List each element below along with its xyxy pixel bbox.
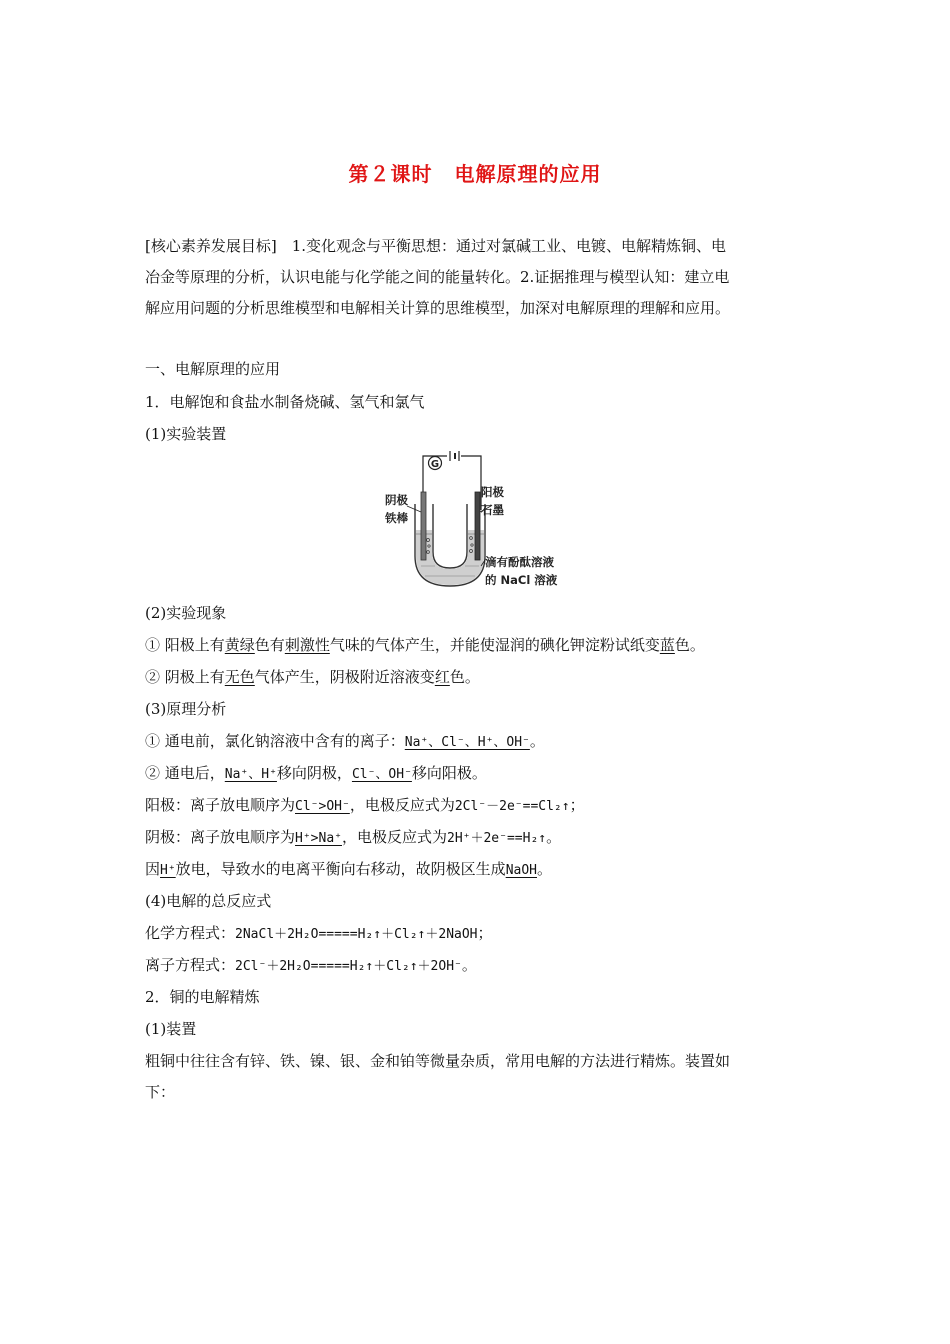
phenomenon-cathode: ② 阴极上有无色气体产生，阴极附近溶液变红色。 — [145, 668, 480, 686]
anode-label: 阳极 — [481, 485, 504, 499]
lesson-name: 电解原理的应用 — [454, 162, 602, 186]
answer-anode-order: Cl⁻>OH⁻ — [295, 799, 350, 814]
subheading-apparatus: (1)实验装置 — [145, 425, 227, 443]
solution-label-1: 滴有酚酞溶液 — [485, 555, 554, 569]
page-title — [0, 158, 950, 187]
item-heading-2: 2．铜的电解精炼 — [145, 988, 260, 1006]
cathode-label: 阴极 — [385, 493, 408, 507]
solution-label-2: 的 NaCl 溶液 — [485, 573, 558, 587]
analysis-conclusion: 因H⁺放电，导致水的电离平衡向右移动，故阴极区生成NaOH。 — [145, 860, 553, 878]
electrolysis-apparatus-diagram — [385, 448, 558, 596]
analysis-before: ① 通电前，氯化钠溶液中含有的离子：Na⁺、Cl⁻、H⁺、OH⁻。 — [145, 732, 545, 750]
answer-naoh: NaOH — [505, 863, 537, 878]
answer-cations: Na⁺、H⁺ — [224, 767, 277, 782]
answer-cathode-order: H⁺>Na⁺ — [295, 831, 342, 846]
anode-equation: 2Cl⁻－2e⁻==Cl₂↑ — [454, 799, 570, 814]
cathode-equation: 2H⁺＋2e⁻==H₂↑ — [447, 831, 547, 846]
subheading-total-reaction: (4)电解的总反应式 — [145, 892, 272, 910]
answer-pungent: 刺激性 — [284, 636, 330, 654]
ionic-equation-formula: 2Cl⁻＋2H₂O=====H₂↑＋Cl₂↑＋2OH⁻ — [235, 959, 462, 974]
paragraph-line-1: 粗铜中往往含有锌、铁、镍、银、金和铂等微量杂质，常用电解的方法进行精炼。装置如 — [145, 1052, 731, 1070]
answer-anions: Cl⁻、OH⁻ — [351, 767, 412, 782]
subheading-analysis: (3)原理分析 — [145, 700, 227, 718]
phenomenon-anode: ① 阳极上有黄绿色有刺激性气味的气体产生，并能使湿润的碘化钾淀粉试纸变蓝色。 — [145, 636, 705, 654]
ionic-equation: 离子方程式：2Cl⁻＋2H₂O=====H₂↑＋Cl₂↑＋2OH⁻。 — [145, 956, 477, 974]
paragraph-line-2: 下： — [145, 1083, 176, 1101]
chemical-equation: 化学方程式：2NaCl＋2H₂O=====H₂↑＋Cl₂↑＋2NaOH； — [145, 924, 493, 942]
anode-graphite-rod — [475, 492, 480, 560]
analysis-after: ② 通电后，Na⁺、H⁺移向阴极，Cl⁻、OH⁻移向阳极。 — [145, 764, 487, 782]
answer-ions: Na⁺、Cl⁻、H⁺、OH⁻ — [404, 735, 530, 750]
subheading-device: (1)装置 — [145, 1020, 197, 1038]
answer-colorless: 无色 — [224, 668, 255, 686]
cathode-analysis: 阴极：离子放电顺序为H⁺>Na⁺，电极反应式为2H⁺＋2e⁻==H₂↑。 — [145, 828, 562, 846]
lesson-number: 第２课时 — [348, 162, 433, 186]
answer-red: 红 — [434, 668, 450, 686]
gauge-label: G — [430, 459, 440, 470]
answer-blue: 蓝 — [659, 636, 675, 654]
goals-line-3: 解应用问题的分析思维模型和电解相关计算的思维模型，加深对电解原理的理解和应用。 — [145, 299, 731, 317]
cathode-material-label: 铁棒 — [385, 511, 408, 525]
item-heading-1: 1．电解饱和食盐水制备烧碱、氢气和氯气 — [145, 393, 425, 411]
anode-material-label: 石墨 — [481, 503, 504, 517]
answer-h-plus: H⁺ — [160, 863, 176, 878]
answer-yellow-green: 黄绿 — [224, 636, 255, 654]
subheading-phenomena: (2)实验现象 — [145, 604, 227, 622]
section-heading: 一、电解原理的应用 — [145, 360, 281, 378]
chemical-equation-formula: 2NaCl＋2H₂O=====H₂↑＋Cl₂↑＋2NaOH — [235, 927, 478, 942]
anode-analysis: 阳极：离子放电顺序为Cl⁻>OH⁻，电极反应式为2Cl⁻－2e⁻==Cl₂↑； — [145, 796, 585, 814]
goals-line-2: 冶金等原理的分析，认识电能与化学能之间的能量转化。2.证据推理与模型认知：建立电 — [145, 268, 730, 286]
goals-line-1: [核心素养发展目标] 1.变化观念与平衡思想：通过对氯碱工业、电镀、电解精炼铜、电 — [145, 237, 727, 255]
cathode-iron-rod — [421, 492, 426, 560]
